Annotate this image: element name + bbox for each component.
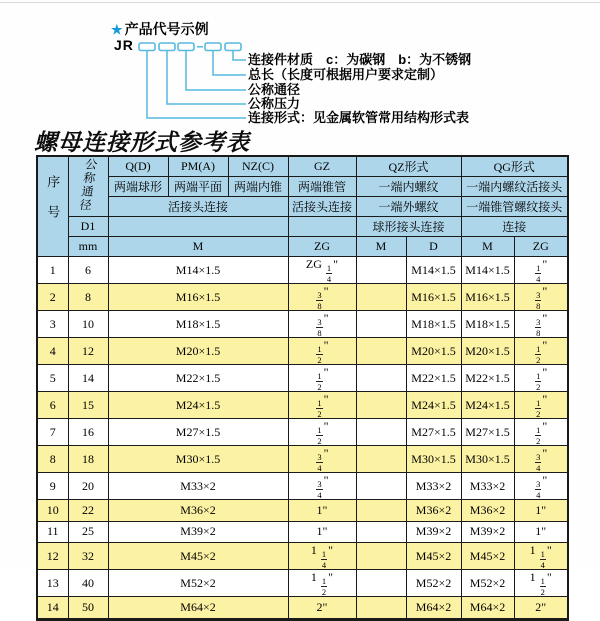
table-row [37,543,568,570]
header-empty-qpn [108,217,288,237]
header-form-qg: QG形式 [461,156,568,177]
dn-value: 8 [68,284,108,311]
label-nominal-pressure: 公称压力 [248,96,301,111]
qz-m-value [356,392,406,419]
connector-line-material [233,51,246,61]
code-box-1 [139,43,155,51]
gz-zg-value: $\frac{1}{2}$ " [288,419,356,446]
qg-zg-value: $\frac{3}{4}$ " [514,473,568,500]
qg-m-value: M27×1.5 [461,419,514,446]
dn-value: 22 [68,500,108,522]
label-total-length: 总长（长度可根据用户要求定制） [248,67,444,82]
gz-zg-value: 1" [288,521,356,543]
qg-m-value: M20×1.5 [461,338,514,365]
qz-d-value: M22×1.5 [406,365,461,392]
qg-zg-value: $\frac{1}{2}$ " [514,365,568,392]
header-form-nz: NZ(C) [228,156,288,177]
qg-m-value: M33×2 [461,473,514,500]
m-thread: M22×1.5 [108,365,288,392]
row-number: 11 [37,521,68,543]
row-number: 8 [37,446,68,473]
dn-value: 50 [68,597,108,620]
product-code-diagram [0,0,600,130]
connector-line-diameter [186,51,246,91]
row-number: 2 [37,284,68,311]
row-number: 5 [37,365,68,392]
row-number: 1 [37,257,68,284]
nut-connection-reference-table [36,155,569,621]
dn-value: 20 [68,473,108,500]
row-number: 7 [37,419,68,446]
m-thread: M39×2 [108,521,288,543]
code-box-3 [178,43,194,51]
qz-d-value: M16×1.5 [406,284,461,311]
table-row [37,521,568,543]
dn-value: 6 [68,257,108,284]
row-number: 4 [37,338,68,365]
gz-zg-value: $\frac{1}{2}$ " [288,338,356,365]
gz-zg-value: 1 $\frac{1}{4}$ " [288,543,356,570]
qz-m-value [356,365,406,392]
qz-m-value [356,257,406,284]
star-icon: ★ [111,22,123,37]
header-gz-desc: 两端锥管 [288,177,356,197]
gz-zg-value: $\frac{1}{2}$ " [288,392,356,419]
header-qz-unit-d: D [406,237,461,257]
gz-zg-value: $\frac{3}{4}$ " [288,446,356,473]
product-code-prefix: JR [114,37,134,53]
header-pm-desc: 两端平面 [168,177,228,197]
dn-value: 15 [68,392,108,419]
gz-zg-value: ZG $\frac{1}{4}$ " [288,257,356,284]
qg-zg-value: $\frac{1}{2}$ " [514,419,568,446]
row-number: 6 [37,392,68,419]
qg-zg-value: $\frac{3}{8}$ " [514,284,568,311]
header-qz-desc2: 一端外螺纹 [356,197,461,217]
qg-zg-value: $\frac{3}{4}$ " [514,446,568,473]
header-serial: 序号 [37,156,68,257]
table-title: 螺母连接形式参考表 [34,129,250,156]
dn-value: 18 [68,446,108,473]
table-row [37,500,568,522]
row-number: 9 [37,473,68,500]
header-qz-unit-m: M [356,237,406,257]
dn-value: 40 [68,570,108,597]
header-gz-connection: 活接头连接 [288,197,356,217]
dn-value: 25 [68,521,108,543]
qz-m-value [356,543,406,570]
header-form-q: Q(D) [108,156,168,177]
qz-d-value: M36×2 [406,500,461,522]
table-row [37,419,568,446]
connector-line-pressure [167,51,246,105]
qz-d-value: M20×1.5 [406,338,461,365]
header-nominal-diameter: 公称通径 [68,156,108,217]
header-mm: mm [68,237,108,257]
code-box-5 [225,43,241,51]
m-thread: M18×1.5 [108,311,288,338]
qg-m-value: M36×2 [461,500,514,522]
table-row [37,597,568,620]
qg-m-value: M52×2 [461,570,514,597]
qz-d-value: M52×2 [406,570,461,597]
header-qpn-connection: 活接头连接 [108,197,288,217]
qz-m-value [356,521,406,543]
qg-m-value: M18×1.5 [461,311,514,338]
qz-m-value [356,419,406,446]
table-row [37,473,568,500]
qg-zg-value: 1" [514,500,568,522]
gz-zg-value: $\frac{1}{2}$ " [288,365,356,392]
qz-m-value [356,284,406,311]
dn-value: 14 [68,365,108,392]
dn-value: 10 [68,311,108,338]
table-row [37,257,568,284]
header-qg-desc2: 一端锥管螺纹接头 [461,197,568,217]
qz-d-value: M39×2 [406,521,461,543]
qg-zg-value: $\frac{1}{4}$ " [514,257,568,284]
connector-line-form [147,51,246,119]
qg-zg-value: 1" [514,521,568,543]
header-qg-connection: 连接 [461,217,568,237]
table-row [37,365,568,392]
qg-m-value: M30×1.5 [461,446,514,473]
header-q-desc: 两端球形 [108,177,168,197]
m-thread: M24×1.5 [108,392,288,419]
label-connector-material: 连接件材质 c：为碳钢 b：为不锈钢 [248,52,472,67]
label-nominal-diameter: 公称通径 [248,82,301,97]
row-number: 12 [37,543,68,570]
qg-zg-value: $\frac{3}{8}$ " [514,311,568,338]
m-thread: M33×2 [108,473,288,500]
m-thread: M64×2 [108,597,288,620]
header-qg-desc1: 一端内螺纹活接头 [461,177,568,197]
qg-zg-value: 1 $\frac{1}{2}$ " [514,570,568,597]
qz-d-value: M30×1.5 [406,446,461,473]
header-form-gz: GZ [288,156,356,177]
header-form-pm: PM(A) [168,156,228,177]
row-number: 14 [37,597,68,620]
gz-zg-value: $\frac{3}{4}$ " [288,473,356,500]
qg-m-value: M64×2 [461,597,514,620]
qz-m-value [356,570,406,597]
m-thread: M16×1.5 [108,284,288,311]
row-number: 13 [37,570,68,597]
m-thread: M52×2 [108,570,288,597]
header-form-qz: QZ形式 [356,156,461,177]
dn-value: 32 [68,543,108,570]
header-d1: D1 [68,217,108,237]
table-row [37,570,568,597]
qg-zg-value: $\frac{1}{2}$ " [514,392,568,419]
qg-zg-value: $\frac{1}{2}$ " [514,338,568,365]
qz-d-value: M27×1.5 [406,419,461,446]
qz-m-value [356,311,406,338]
code-box-4 [205,43,221,51]
qg-m-value: M39×2 [461,521,514,543]
m-thread: M14×1.5 [108,257,288,284]
qz-m-value [356,597,406,620]
table-row [37,311,568,338]
gz-zg-value: 1 $\frac{1}{2}$ " [288,570,356,597]
header-nz-desc: 两端内锥 [228,177,288,197]
table-row [37,338,568,365]
m-thread: M27×1.5 [108,419,288,446]
qg-m-value: M22×1.5 [461,365,514,392]
row-number: 10 [37,500,68,522]
qz-d-value: M24×1.5 [406,392,461,419]
row-number: 3 [37,311,68,338]
code-box-2 [159,43,175,51]
qz-m-value [356,446,406,473]
qz-m-value [356,473,406,500]
table-row [37,392,568,419]
diagram-title: 产品代号示例 [124,21,209,37]
gz-zg-value: $\frac{3}{8}$ " [288,311,356,338]
m-thread: M20×1.5 [108,338,288,365]
table-row [37,284,568,311]
qg-m-value: M45×2 [461,543,514,570]
qz-m-value [356,338,406,365]
m-thread: M30×1.5 [108,446,288,473]
dn-value: 16 [68,419,108,446]
diagram-heading [111,19,209,39]
qg-zg-value: 1 $\frac{1}{4}$ " [514,543,568,570]
qz-d-value: M45×2 [406,543,461,570]
qg-m-value: M14×1.5 [461,257,514,284]
qz-m-value [356,500,406,522]
header-unit-m: M [108,237,288,257]
gz-zg-value: $\frac{3}{8}$ " [288,284,356,311]
header-qz-desc1: 一端内螺纹 [356,177,461,197]
qz-d-value: M33×2 [406,473,461,500]
dn-value: 12 [68,338,108,365]
qz-d-value: M18×1.5 [406,311,461,338]
qg-zg-value: 2" [514,597,568,620]
header-qz-connection: 球形接头连接 [356,217,461,237]
qz-d-value: M64×2 [406,597,461,620]
m-thread: M36×2 [108,500,288,522]
table-row [37,446,568,473]
qg-m-value: M16×1.5 [461,284,514,311]
connector-line-length [213,51,246,76]
qz-d-value: M14×1.5 [406,257,461,284]
header-qg-unit-m: M [461,237,514,257]
label-connection-form: 连接形式：见金属软管常用结构形式表 [248,110,470,125]
qg-m-value: M24×1.5 [461,392,514,419]
header-unit-zg: ZG [288,237,356,257]
header-empty-gz [288,217,356,237]
gz-zg-value: 2" [288,597,356,620]
m-thread: M45×2 [108,543,288,570]
header-qg-unit-zg: ZG [514,237,568,257]
gz-zg-value: 1" [288,500,356,522]
